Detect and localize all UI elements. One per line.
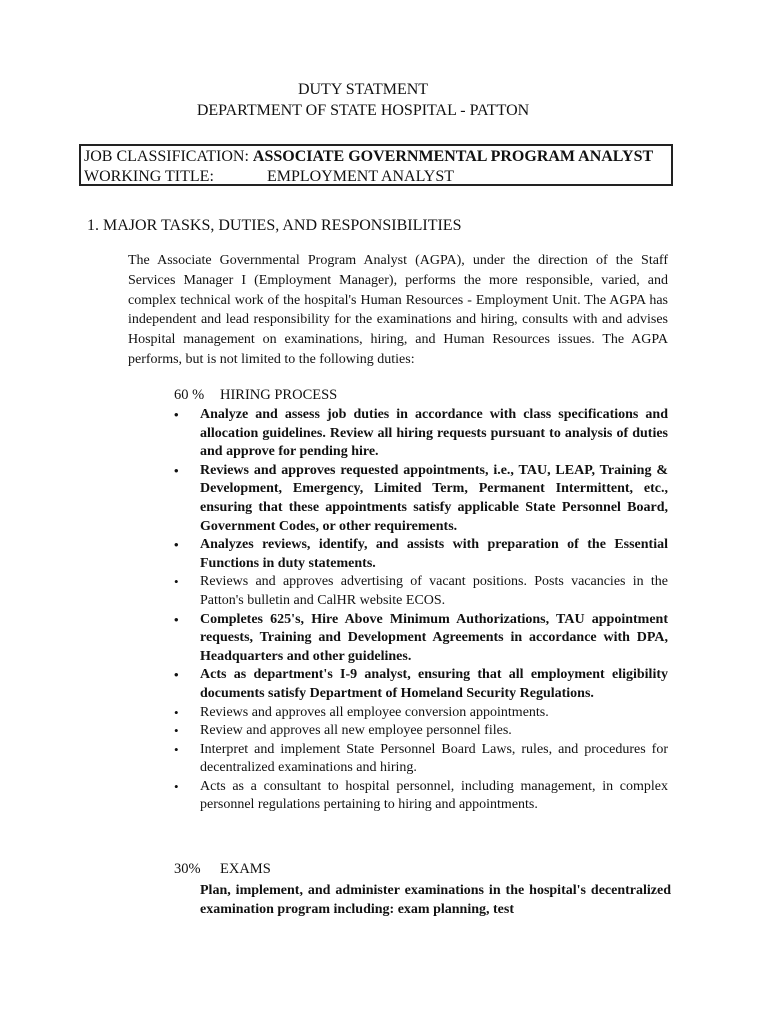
bullet-icon: •	[174, 741, 179, 757]
document-header	[0, 79, 726, 121]
duty-text: Reviews and approves requested appointments, i.e., TAU, LEAP, Training & Development, Emergency, Limited Term, Permanent Intermittent, etc., ensuring that these appointments satisfy applicable State Personnel Board, Government Codes, or other requirements.	[200, 462, 668, 534]
bullet-icon: •	[174, 611, 179, 627]
hiring-percent: 60 %	[174, 387, 205, 403]
duty-item	[174, 573, 668, 610]
document-title: DUTY STATMENT	[297, 81, 429, 98]
exams-heading	[174, 860, 271, 878]
bullet-icon: •	[174, 704, 179, 720]
duty-item	[174, 536, 668, 573]
intro-paragraph: The Associate Governmental Program Analyst (AGPA), under the direction of the Staff Services Manager I (Employment Manager), performs the more responsible, varied, and complex technical work of the hospital's Human Resources - Employment Unit. The AGPA has independent and lead responsibility for the examinations and hiring, consults with and advises Hospital management on examinations, hiring, and Human Resources issues. The AGPA performs, but is not limited to the following duties:	[128, 253, 668, 367]
duty-item	[174, 611, 668, 667]
duty-text: Acts as a consultant to hospital personnel, including management, in complex personnel regulations pertaining to hiring and appointments.	[200, 778, 668, 813]
hiring-process-heading	[174, 386, 337, 404]
bullet-icon: •	[174, 462, 179, 478]
duty-item	[174, 741, 668, 778]
working-title-row	[84, 167, 671, 187]
duty-item	[174, 722, 668, 741]
exams-percent: 30%	[174, 861, 201, 877]
duty-text: Acts as department's I-9 analyst, ensuring that all employment eligibility documents satisfy Department of Homeland Security Regulations.	[200, 667, 668, 701]
duty-item	[174, 666, 668, 703]
working-title-label: WORKING TITLE:	[84, 168, 214, 185]
duty-text: Analyze and assess job duties in accordance with class specifications and allocation guidelines. Review all hiring requests pursuant to analysis of duties and approve for pending hire.	[200, 407, 668, 460]
working-title-value: EMPLOYMENT ANALYST	[267, 168, 454, 185]
duty-text: Completes 625's, Hire Above Minimum Authorizations, TAU appointment requests, Training and Development Agreements in accordance with DPA, Headquarters and other guidelines.	[200, 611, 668, 664]
exams-paragraph: Plan, implement, and administer examinations in the hospital's decentralized examination program including: exam planning, test	[200, 883, 671, 917]
duty-item	[174, 704, 668, 723]
bullet-icon: •	[174, 407, 179, 422]
duty-text: Reviews and approves advertising of vacant positions. Posts vacancies in the Patton's bulletin and CalHR website ECOS.	[200, 574, 668, 608]
bullet-icon: •	[174, 574, 179, 590]
job-classification-label: JOB CLASSIFICATION:	[84, 148, 249, 165]
duty-text: Review and approves all new employee personnel files.	[200, 723, 512, 739]
duty-text: Analyzes reviews, identify, and assists with preparation of the Essential Functions in duty statements.	[200, 537, 668, 571]
bullet-icon: •	[174, 778, 179, 794]
hiring-label: HIRING PROCESS	[220, 387, 338, 403]
department-name: DEPARTMENT OF STATE HOSPITAL - PATTON	[196, 102, 530, 119]
duty-item	[174, 778, 668, 815]
bullet-icon: •	[174, 667, 179, 683]
job-classification-row	[84, 147, 671, 167]
job-classification-value: ASSOCIATE GOVERNMENTAL PROGRAM ANALYST	[252, 148, 654, 165]
bullet-icon: •	[174, 723, 179, 739]
classification-box	[79, 144, 673, 186]
duty-text: Reviews and approves all employee conversion appointments.	[200, 704, 549, 720]
hiring-duties-list	[174, 406, 668, 815]
duty-item	[174, 406, 668, 462]
bullet-icon: •	[174, 537, 179, 553]
duty-text: Interpret and implement State Personnel Board Laws, rules, and procedures for decentralized examinations and hiring.	[200, 741, 668, 776]
duty-item	[174, 462, 668, 536]
section-heading: 1. MAJOR TASKS, DUTIES, AND RESPONSIBILITIES	[87, 217, 462, 234]
exams-label: EXAMS	[220, 861, 271, 877]
